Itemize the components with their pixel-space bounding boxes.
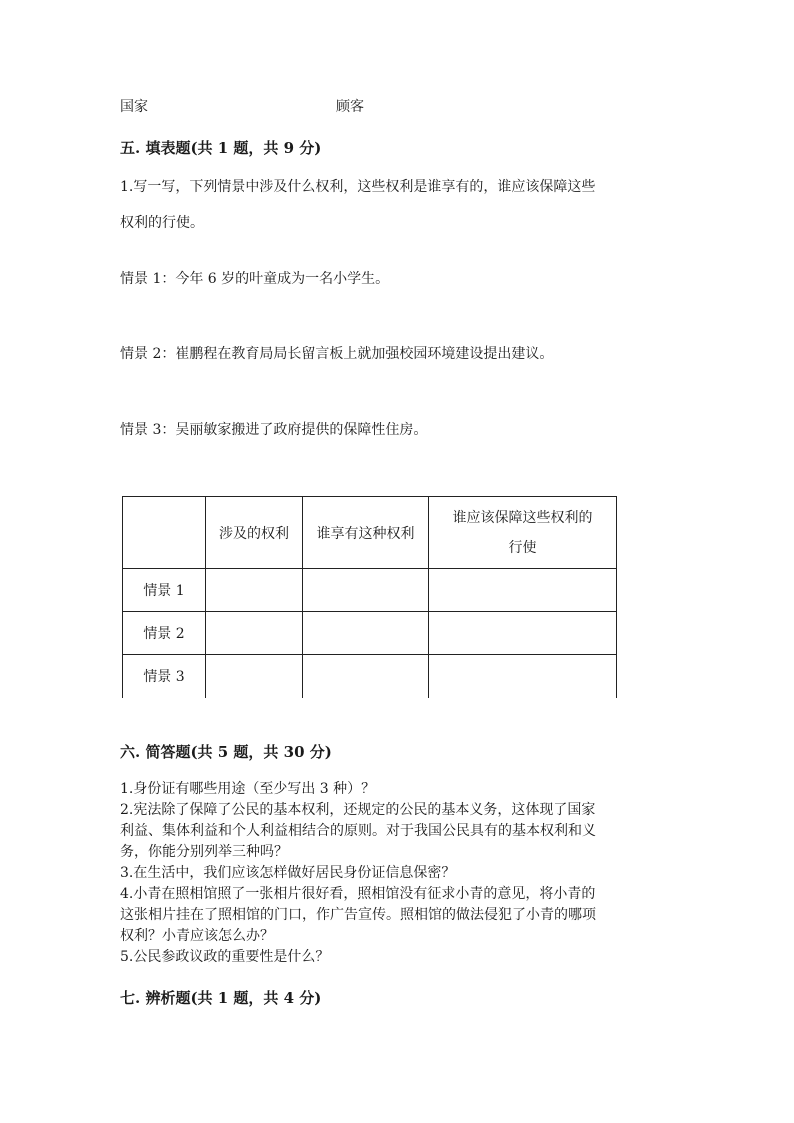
section7-heading: 七. 辨析题(共 1 题，共 4 分) xyxy=(120,989,322,1007)
answer-guojia: 国家 xyxy=(120,99,148,115)
question-line: 5.公民参政议政的重要性是什么？ xyxy=(120,949,330,965)
question-line: 利益、集体利益和个人利益相结合的原则。对于我国公民具有的基本权利和义 xyxy=(120,823,596,839)
section6-questions xyxy=(120,779,596,968)
table-header-guarantor-line2: 行使 xyxy=(508,539,537,556)
section5-question-line1: 1.写一写，下列情景中涉及什么权利，这些权利是谁享有的，谁应该保障这些 xyxy=(120,179,596,195)
question-line: 2.宪法除了保障了公民的基本权利，还规定的公民的基本义务，这体现了国家 xyxy=(120,802,596,818)
question-line: 务，你能分别列举三种吗？ xyxy=(120,844,288,860)
table-header-empty xyxy=(123,497,206,569)
scene3-text: 情景 3：吴丽敏家搬进了政府提供的保障性住房。 xyxy=(120,422,428,438)
table-row xyxy=(123,655,617,698)
section5-heading: 五. 填表题(共 1 题，共 9 分) xyxy=(120,139,322,157)
table-cell-blank xyxy=(303,655,429,698)
section5-question-line2: 权利的行使。 xyxy=(120,215,204,231)
table-row-label: 情景 3 xyxy=(123,655,206,698)
table-header-guarantor xyxy=(429,497,617,569)
question-line: 4.小青在照相馆照了一张相片很好看，照相馆没有征求小青的意见，将小青的 xyxy=(120,886,596,902)
table-cell-blank xyxy=(206,612,303,655)
table-header-row xyxy=(123,497,617,569)
table-cell-blank xyxy=(206,569,303,612)
table-cell-blank xyxy=(429,655,617,698)
question-line: 1.身份证有哪些用途（至少写出 3 种）？ xyxy=(120,781,376,797)
table-cell-blank xyxy=(303,569,429,612)
table-row-label: 情景 1 xyxy=(123,569,206,612)
question-line: 权利？小青应该怎么办？ xyxy=(120,928,274,944)
question-line: 这张相片挂在了照相馆的门口，作广告宣传。照相馆的做法侵犯了小青的哪项 xyxy=(120,907,596,923)
table-row-label: 情景 2 xyxy=(123,612,206,655)
rights-table xyxy=(122,496,617,698)
table-row xyxy=(123,612,617,655)
scene1-text: 情景 1：今年 6 岁的叶童成为一名小学生。 xyxy=(120,271,390,287)
table-cell-blank xyxy=(303,612,429,655)
table-header-guarantor-line1: 谁应该保障这些权利的 xyxy=(452,509,593,526)
table-cell-blank xyxy=(429,569,617,612)
table-row xyxy=(123,569,617,612)
table-cell-blank xyxy=(206,655,303,698)
question-line: 3.在生活中，我们应该怎样做好居民身份证信息保密？ xyxy=(120,865,456,881)
table-header-rights: 涉及的权利 xyxy=(206,497,303,569)
table-cell-blank xyxy=(429,612,617,655)
scene2-text: 情景 2：崔鹏程在教育局局长留言板上就加强校园环境建设提出建议。 xyxy=(120,346,554,362)
answer-guke: 顾客 xyxy=(336,99,364,115)
table-header-holder: 谁享有这种权利 xyxy=(303,497,429,569)
section6-heading: 六. 简答题(共 5 题，共 30 分) xyxy=(120,743,332,761)
